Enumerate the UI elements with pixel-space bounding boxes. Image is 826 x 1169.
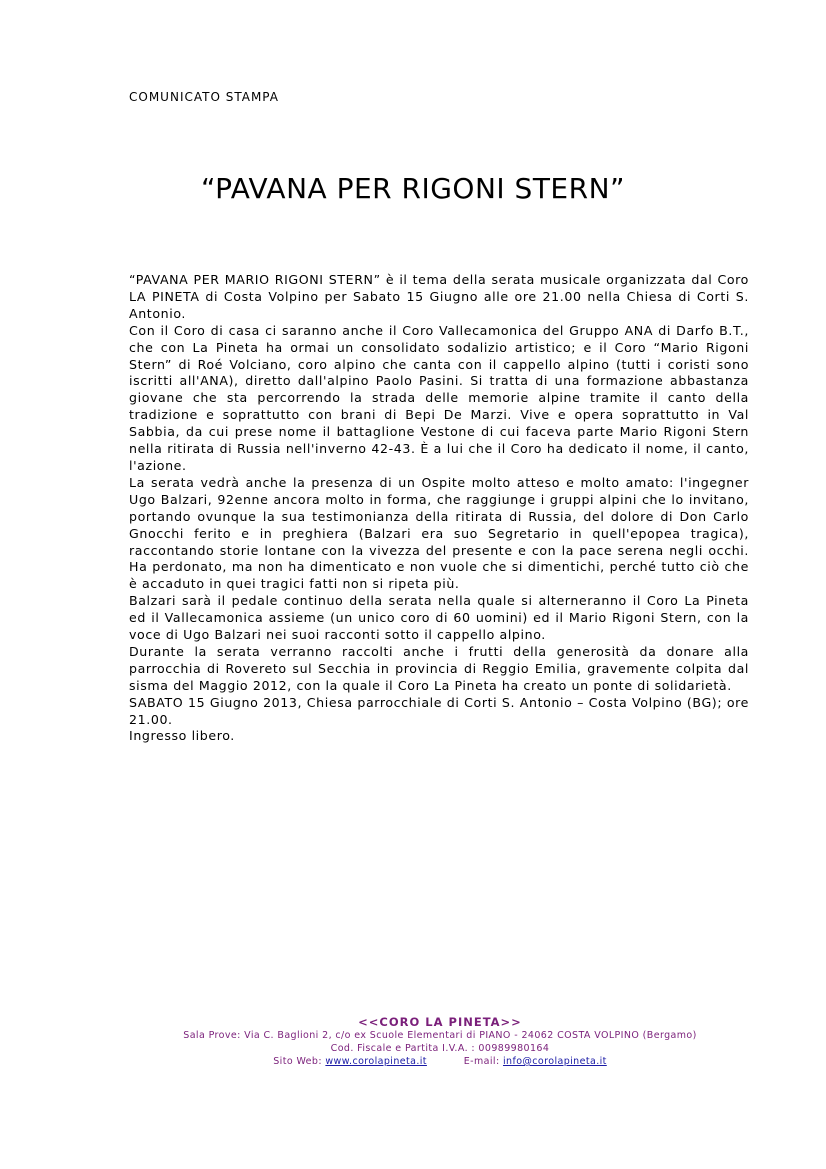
body-paragraph: Balzari sarà il pedale continuo della serata nella quale si alterneranno il Coro La Pineta ed il Vallecamonica assieme (un unico coro di 60 uomini) ed il Mario Rigoni Stern, con la voce di Ugo Balzari nei suoi racconti sotto il cappello alpino.	[129, 593, 749, 643]
document-type-label: COMUNICATO STAMPA	[129, 90, 279, 104]
website-link[interactable]: www.corolapineta.it	[325, 1056, 427, 1067]
body-paragraph: La serata vedrà anche la presenza di un Ospite molto atteso e molto amato: l'ingegner Ugo Balzari, 92enne ancora molto in forma, che raggiunge i gruppi alpini che lo invitano, portando ovunque la sua testimonianza della ritirata di Russia, del dolore di Don Carlo Gnocchi ferito e in preghiera (Balzari era suo Segretario in quell'epopea tragica), raccontando storie lontane con la vivezza del presente e con la pace serena negli occhi. Ha perdonato, ma non ha dimenticato e non vuole che si dimentichi, perché tutto ciò che è accaduto in quei tragici fatti non si ripeta più.	[129, 474, 749, 592]
body-paragraph: Ingresso libero.	[129, 728, 235, 744]
email-link[interactable]: info@corolapineta.it	[502, 1056, 607, 1067]
body-paragraph: “PAVANA PER MARIO RIGONI STERN” è il tema della serata musicale organizzata dal Coro LA PINETA di Costa Volpino per Sabato 15 Giugno alle ore 21.00 nella Chiesa di Corti S. Antonio.	[129, 272, 749, 321]
letterhead-footer	[140, 1000, 740, 1068]
body-paragraph: SABATO 15 Giugno 2013, Chiesa parrocchiale di Corti S. Antonio – Costa Volpino (BG); ore 21.00.	[129, 694, 749, 727]
document-title: “PAVANA PER RIGONI STERN”	[200, 172, 626, 205]
organization-name: <<CORO LA PINETA>>	[358, 1015, 522, 1029]
press-release-body	[129, 272, 749, 745]
body-paragraph: Con il Coro di casa ci saranno anche il Coro Vallecamonica del Gruppo ANA di Darfo B.T., che con La Pineta ha ormai un consolidato sodalizio artistico; e il Coro “Mario Rigoni Stern” di Roé Volciano, coro alpino che canta con il cappello alpino (tutti i coristi sono iscritti all'ANA), diretto dall'alpino Paolo Pasini. Si tratta di una formazione abbastanza giovane che sta percorrendo la strada delle memorie alpine tramite il canto della tradizione e soprattutto con brani di Bepi De Marzi. Vive e opera soprattutto in Val Sabbia, da cui prese nome il battaglione Vestone di cui faceva parte Mario Rigoni Stern nella ritirata di Russia nell'inverno 42-43. È a lui che il Coro ha dedicato il nome, il canto, l'azione.	[129, 322, 749, 473]
footer-divider: _______________________________________________________________________________	[203, 1000, 677, 1012]
footer-address: Sala Prove: Via C. Baglioni 2, c/o ex Scuole Elementari di PIANO - 24062 COSTA VOLPINO (Bergamo)	[183, 1030, 697, 1041]
footer-contacts	[140, 1055, 740, 1068]
body-paragraph: Durante la serata verranno raccolti anche i frutti della generosità da donare alla parrocchia di Rovereto sul Secchia in provincia di Reggio Emilia, gravemente colpita dal sisma del Maggio 2012, con la quale il Coro La Pineta ha creato un ponte di solidarietà.	[129, 643, 749, 693]
footer-tax-code: Cod. Fiscale e Partita I.V.A. : 00989980164	[330, 1043, 550, 1054]
website-label: Sito Web:	[273, 1056, 322, 1067]
email-label: E-mail:	[463, 1056, 500, 1067]
